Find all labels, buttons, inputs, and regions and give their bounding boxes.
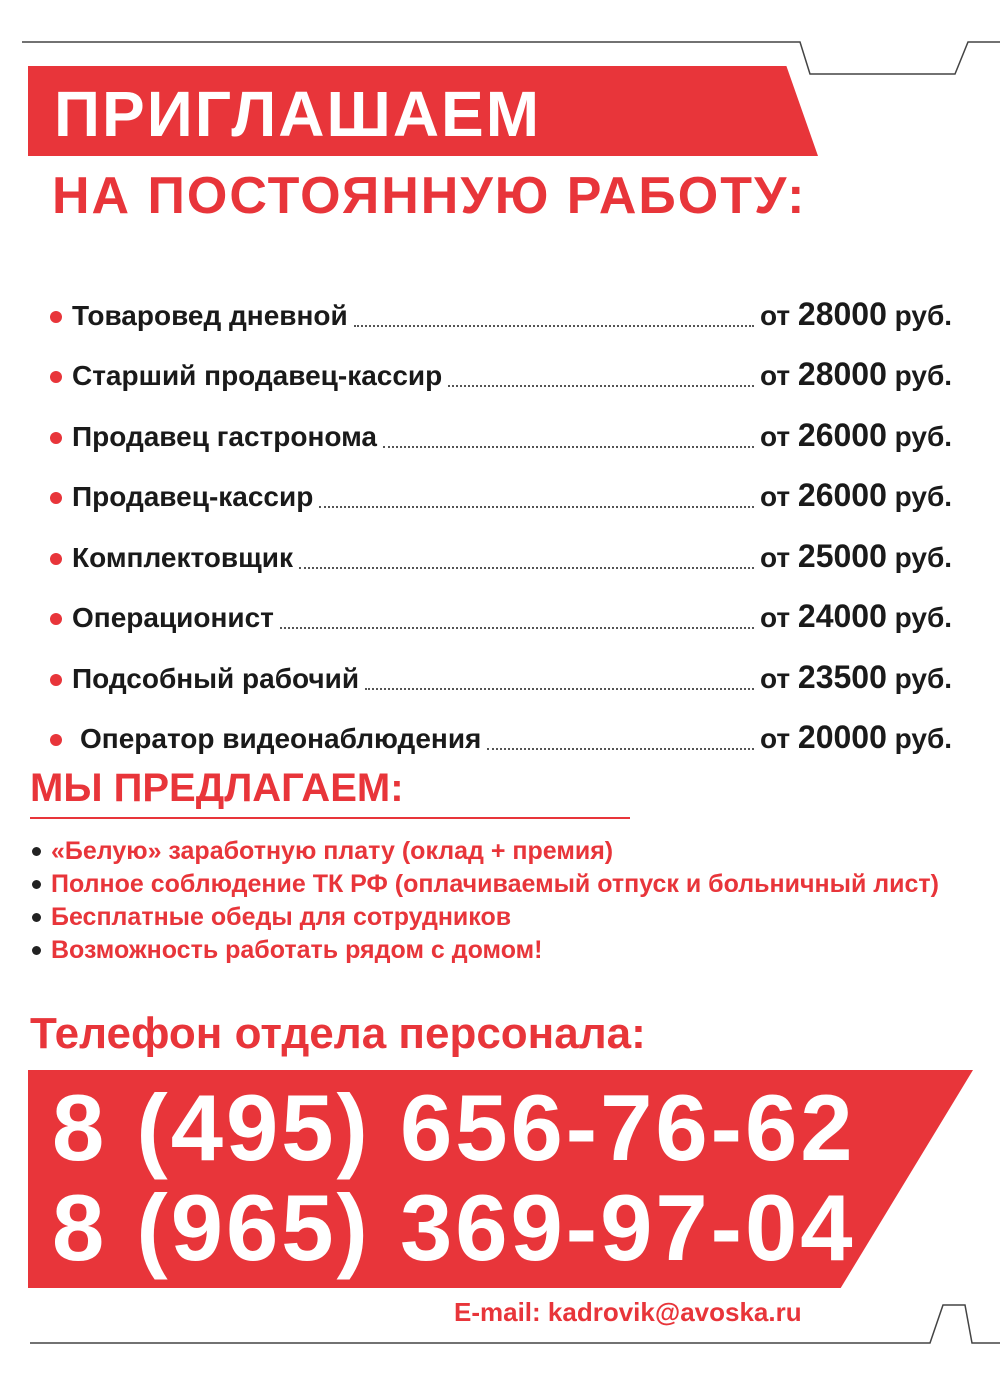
phone-number[interactable]: 8 (965) 369-97-04 xyxy=(52,1175,856,1280)
dot-leader xyxy=(365,687,754,690)
job-title: Старший продавец-кассир xyxy=(72,360,443,391)
bullet-icon xyxy=(50,674,62,686)
bullet-icon xyxy=(50,734,62,746)
job-item xyxy=(50,393,965,454)
job-salary: от 24000 руб. xyxy=(760,598,953,634)
offer-item xyxy=(32,868,939,901)
job-item xyxy=(50,514,965,575)
offer-text: Бесплатные обеды для сотрудников xyxy=(51,903,512,931)
dot-leader xyxy=(448,384,754,387)
job-salary: от 28000 руб. xyxy=(760,295,953,332)
offer-text: Полное соблюдение ТК РФ (оплачиваемый отпуск и больничный лист) xyxy=(51,870,939,898)
job-title: Товаровед дневной xyxy=(72,299,348,331)
job-salary: от 26000 руб. xyxy=(760,477,953,513)
dot-leader xyxy=(383,445,754,448)
job-salary: от 26000 руб. xyxy=(760,416,953,453)
job-salary: от 28000 руб. xyxy=(760,356,953,392)
dot-leader xyxy=(280,626,754,629)
bullet-icon xyxy=(50,613,62,625)
job-list xyxy=(50,272,965,756)
header-banner-text: ПРИГЛАШАЕМ xyxy=(54,78,542,150)
offer-item xyxy=(32,835,939,868)
bullet-icon xyxy=(50,311,62,323)
email-link[interactable]: E-mail: kadrovik@avoska.ru xyxy=(454,1297,802,1327)
dot-leader xyxy=(354,324,754,327)
bullet-icon xyxy=(32,847,41,856)
dot-leader xyxy=(299,566,754,569)
job-title: Оператор видеонаблюдения xyxy=(80,723,482,754)
offer-item xyxy=(32,901,939,934)
job-salary: от 20000 руб. xyxy=(760,719,953,755)
bullet-icon xyxy=(50,492,62,504)
dot-leader xyxy=(319,505,754,508)
job-title: Продавец гастронома xyxy=(72,420,378,452)
offer-divider xyxy=(30,817,630,819)
job-item xyxy=(50,333,965,394)
bullet-icon xyxy=(50,553,62,565)
bullet-icon xyxy=(32,913,41,922)
offer-text: «Белую» заработную плату (оклад + премия) xyxy=(51,837,614,865)
bullet-icon xyxy=(32,946,41,955)
dot-leader xyxy=(487,747,754,750)
offer-list xyxy=(32,835,939,967)
phone-number[interactable]: 8 (495) 656-76-62 xyxy=(52,1075,856,1180)
job-salary: от 25000 руб. xyxy=(760,537,953,574)
contacts-title: Телефон отдела персонала: xyxy=(30,1009,646,1058)
job-item xyxy=(50,696,965,757)
job-salary: от 23500 руб. xyxy=(760,658,953,695)
job-title: Подсобный рабочий xyxy=(72,662,360,694)
bullet-icon xyxy=(50,432,62,444)
offer-item xyxy=(32,934,939,967)
offer-title: МЫ ПРЕДЛАГАЕМ: xyxy=(30,766,404,810)
job-title: Операционист xyxy=(72,602,274,633)
job-item xyxy=(50,575,965,636)
header-subtitle: НА ПОСТОЯННУЮ РАБОТУ: xyxy=(52,167,807,225)
job-title: Комплектовщик xyxy=(72,541,293,573)
bullet-icon xyxy=(32,880,41,889)
offer-text: Возможность работать рядом с домом! xyxy=(51,936,543,964)
bullet-icon xyxy=(50,371,62,383)
job-item xyxy=(50,635,965,696)
job-title: Продавец-кассир xyxy=(72,481,314,512)
job-item xyxy=(50,454,965,515)
job-item xyxy=(50,272,965,333)
